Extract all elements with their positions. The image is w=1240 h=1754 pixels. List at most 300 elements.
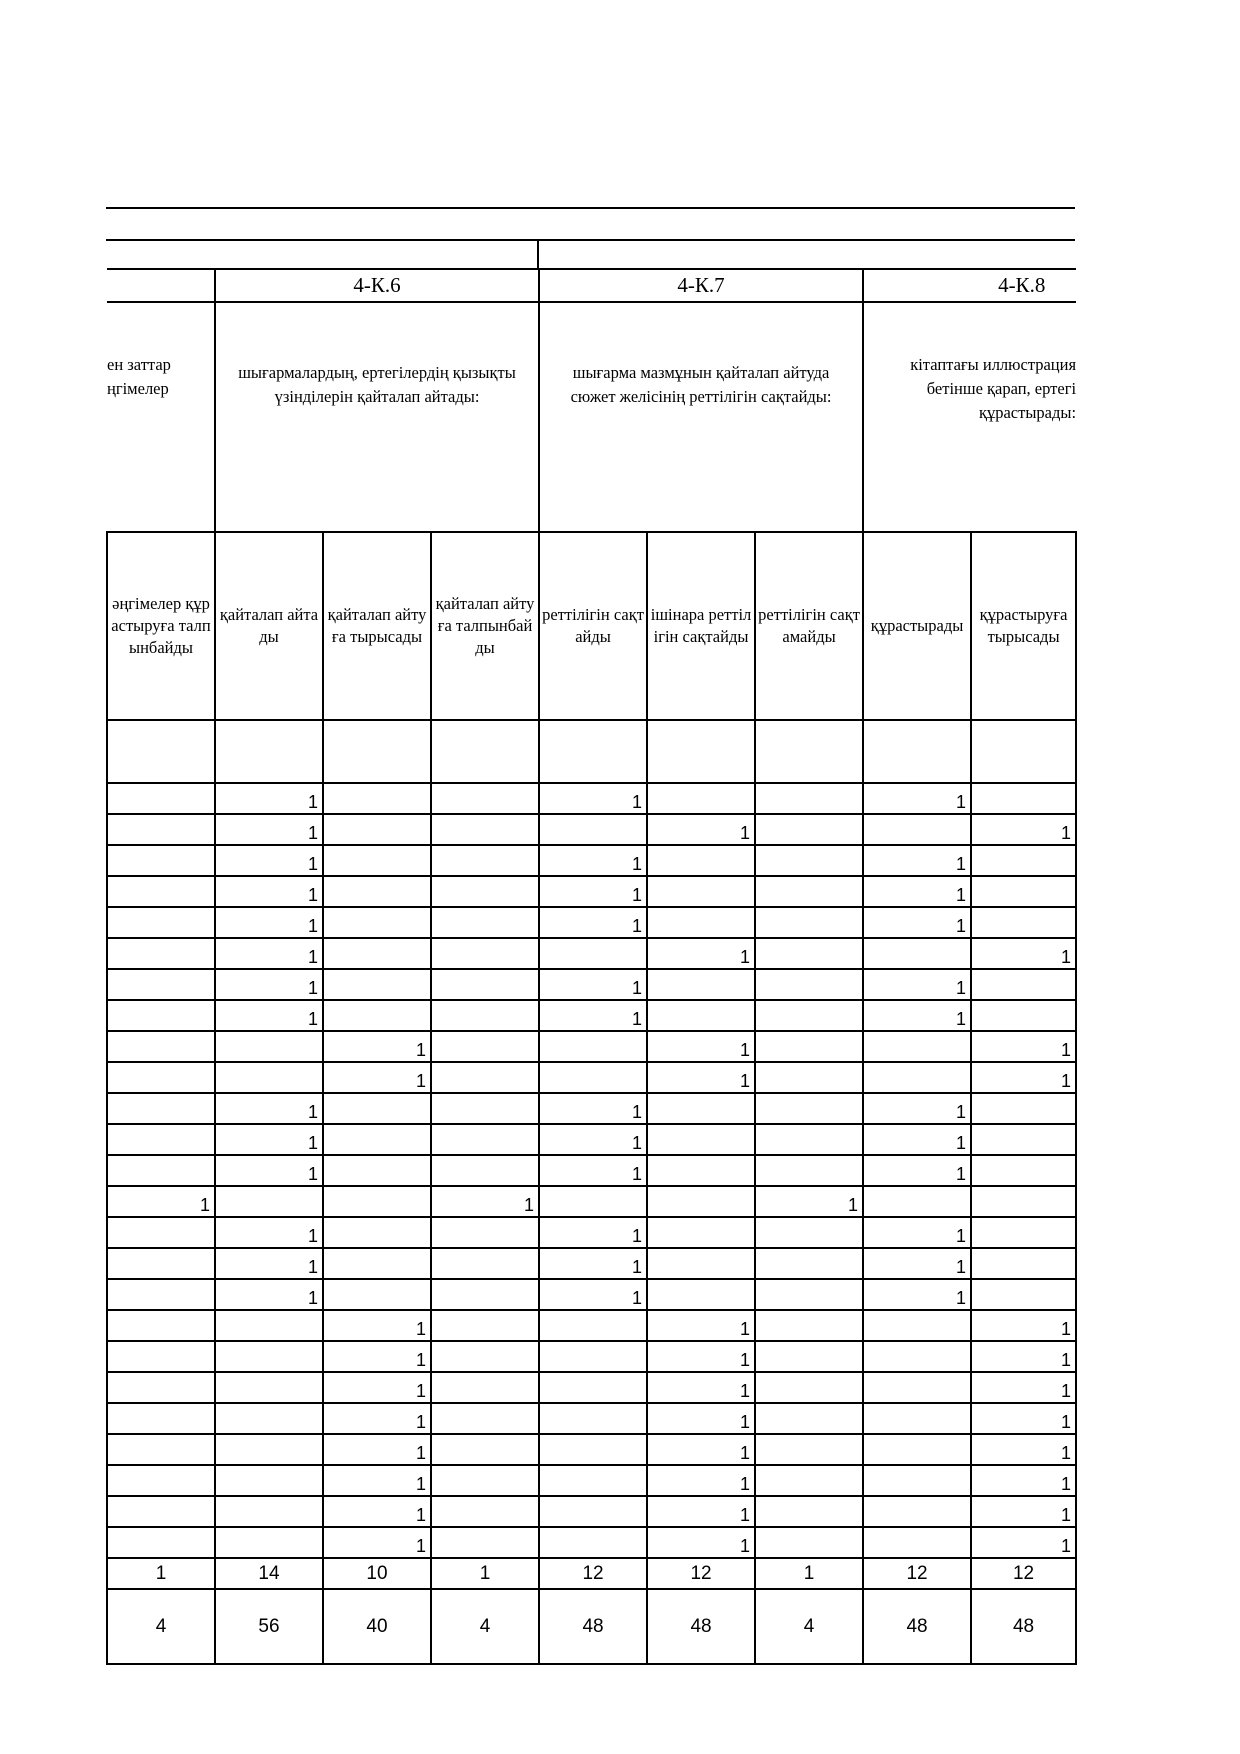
table-cell (539, 1062, 647, 1093)
table-cell: 1 (215, 1124, 323, 1155)
blank-row (107, 720, 1076, 783)
table-cell: 1 (647, 1310, 755, 1341)
table-cell (323, 1248, 431, 1279)
table-cell (107, 1093, 215, 1124)
totals-row (107, 1558, 1076, 1589)
table-cell (431, 1000, 539, 1031)
table-cell (431, 876, 539, 907)
table-cell: 1 (863, 1000, 971, 1031)
table-cell (863, 1062, 971, 1093)
table-cell (431, 1496, 539, 1527)
table-cell (323, 907, 431, 938)
table-cell: 1 (971, 1062, 1076, 1093)
table-row (107, 1186, 1076, 1217)
table-cell (539, 1465, 647, 1496)
table-cell: 1 (539, 1155, 647, 1186)
table-cell (863, 1403, 971, 1434)
table-cell (539, 1310, 647, 1341)
table-cell (971, 783, 1076, 814)
table-cell: 1 (971, 1310, 1076, 1341)
table-cell (971, 1279, 1076, 1310)
table-cell (107, 783, 215, 814)
table-cell (323, 845, 431, 876)
table-cell (107, 907, 215, 938)
table-cell (215, 1465, 323, 1496)
table-cell (431, 1341, 539, 1372)
table-cell (431, 845, 539, 876)
table-cell (863, 814, 971, 845)
table-cell (863, 1465, 971, 1496)
group-description-text: ен заттар ңгімелер (107, 355, 171, 398)
group-description-text: шығарма мазмұнын қайталап айтуда сюжет желісінің реттілігін сақтайды: (570, 363, 832, 406)
table-cell (107, 1403, 215, 1434)
table-row (107, 1372, 1076, 1403)
total-cell: 10 (323, 1558, 431, 1589)
group-description (215, 302, 539, 532)
table-cell (431, 907, 539, 938)
table-cell (647, 720, 755, 783)
table-cell (971, 1217, 1076, 1248)
table-cell (971, 720, 1076, 783)
table-cell (863, 1372, 971, 1403)
table-cell: 1 (323, 1434, 431, 1465)
table-cell (107, 845, 215, 876)
table-cell: 1 (647, 1434, 755, 1465)
table-row (107, 845, 1076, 876)
total-cell: 12 (647, 1558, 755, 1589)
table-row (107, 1155, 1076, 1186)
column-header: құрастыруға тырысады (971, 532, 1076, 720)
group-code-text: 4-К.8 (998, 273, 1046, 297)
table-cell (431, 1217, 539, 1248)
group-description-row (107, 302, 1076, 532)
table-cell (755, 907, 863, 938)
percent-cell: 4 (431, 1589, 539, 1664)
total-cell: 1 (107, 1558, 215, 1589)
table-cell (539, 1434, 647, 1465)
table-cell (323, 1279, 431, 1310)
table-cell (647, 1279, 755, 1310)
table-cell (431, 1527, 539, 1558)
table-cell: 1 (971, 1341, 1076, 1372)
column-header: құрастырады (863, 532, 971, 720)
percent-cell: 4 (107, 1589, 215, 1664)
table-cell: 1 (215, 876, 323, 907)
group-code (863, 269, 1076, 302)
table-cell: 1 (539, 1248, 647, 1279)
table-row (107, 876, 1076, 907)
total-cell: 12 (971, 1558, 1076, 1589)
table-cell: 1 (539, 1279, 647, 1310)
table-cell (539, 1372, 647, 1403)
table-cell (755, 1093, 863, 1124)
table-cell (539, 1186, 647, 1217)
table-cell (755, 876, 863, 907)
table-cell (755, 1062, 863, 1093)
table-cell (755, 1279, 863, 1310)
table-cell: 1 (539, 1124, 647, 1155)
table-cell: 1 (323, 1403, 431, 1434)
table-cell (647, 845, 755, 876)
table-cell (215, 1527, 323, 1558)
table-cell (431, 1093, 539, 1124)
table-cell (107, 1279, 215, 1310)
table-cell (539, 1496, 647, 1527)
table-cell: 1 (323, 1031, 431, 1062)
table-row (107, 814, 1076, 845)
table-cell (647, 1186, 755, 1217)
table-cell (755, 783, 863, 814)
table-cell (431, 720, 539, 783)
table-cell (323, 876, 431, 907)
table-cell: 1 (215, 938, 323, 969)
table-cell (755, 1031, 863, 1062)
table-cell (215, 1341, 323, 1372)
table-cell (107, 1217, 215, 1248)
table-cell: 1 (215, 1248, 323, 1279)
table-cell (107, 1310, 215, 1341)
table-cell (215, 1031, 323, 1062)
table-cell: 1 (539, 1217, 647, 1248)
percent-cell: 48 (539, 1589, 647, 1664)
total-cell: 12 (863, 1558, 971, 1589)
column-header: реттілігін сақтамайды (755, 532, 863, 720)
table-cell (971, 876, 1076, 907)
table-row (107, 1310, 1076, 1341)
table-cell (107, 1341, 215, 1372)
table-cell (755, 1124, 863, 1155)
group-description (539, 302, 863, 532)
table-cell: 1 (539, 783, 647, 814)
table-cell: 1 (863, 1248, 971, 1279)
table-cell (107, 1372, 215, 1403)
table-cell (971, 969, 1076, 1000)
table-cell (755, 969, 863, 1000)
table-cell (863, 1496, 971, 1527)
group-description (107, 302, 215, 532)
table-cell (647, 969, 755, 1000)
table-cell: 1 (971, 938, 1076, 969)
table-cell (107, 1000, 215, 1031)
table-row (107, 1434, 1076, 1465)
table-cell: 1 (107, 1186, 215, 1217)
percent-cell: 40 (323, 1589, 431, 1664)
table-cell: 1 (647, 1062, 755, 1093)
table-cell: 1 (647, 938, 755, 969)
percent-cell: 48 (971, 1589, 1076, 1664)
table-cell (863, 1031, 971, 1062)
table-cell: 1 (215, 1217, 323, 1248)
table-cell: 1 (215, 1279, 323, 1310)
table-cell (323, 938, 431, 969)
table-cell (863, 1527, 971, 1558)
table-cell (971, 1124, 1076, 1155)
table-cell (431, 1372, 539, 1403)
column-header: қайталап айтуға талпынбайды (431, 532, 539, 720)
top-rule-1 (106, 207, 1075, 209)
table-cell (323, 1186, 431, 1217)
table-cell: 1 (647, 1496, 755, 1527)
table-row (107, 1496, 1076, 1527)
group-description-text: кітаптағы иллюстрация бетінше қарап, ертегі құрастырады: (910, 355, 1077, 422)
table-cell: 1 (323, 1372, 431, 1403)
table-cell (431, 1310, 539, 1341)
table-cell: 1 (647, 1031, 755, 1062)
table-cell (755, 1434, 863, 1465)
table-cell (431, 1248, 539, 1279)
table-cell (107, 1527, 215, 1558)
table-cell (863, 720, 971, 783)
table-cell (323, 1155, 431, 1186)
table-cell (107, 720, 215, 783)
table-cell: 1 (863, 1217, 971, 1248)
table-cell (431, 1434, 539, 1465)
table-cell (215, 1496, 323, 1527)
table-cell (323, 1093, 431, 1124)
table-cell: 1 (863, 845, 971, 876)
table-row (107, 1031, 1076, 1062)
table-cell: 1 (215, 1093, 323, 1124)
table-cell (755, 1403, 863, 1434)
table-cell (647, 1124, 755, 1155)
assessment-table (106, 268, 1077, 1665)
table-cell: 1 (539, 845, 647, 876)
table-cell (863, 1310, 971, 1341)
table-cell (431, 1062, 539, 1093)
table-cell (755, 1248, 863, 1279)
table-cell (107, 969, 215, 1000)
percent-cell: 48 (647, 1589, 755, 1664)
table-row (107, 1124, 1076, 1155)
table-row (107, 1000, 1076, 1031)
table-cell: 1 (539, 876, 647, 907)
group-code: 4-К.7 (539, 269, 863, 302)
total-cell: 14 (215, 1558, 323, 1589)
column-header-row (107, 532, 1076, 720)
table-cell: 1 (647, 1465, 755, 1496)
table-row (107, 1527, 1076, 1558)
table-cell (107, 1124, 215, 1155)
table-cell: 1 (431, 1186, 539, 1217)
table-cell: 1 (971, 1434, 1076, 1465)
table-cell: 1 (539, 1093, 647, 1124)
table-cell (431, 1155, 539, 1186)
top-rule-2 (106, 239, 1075, 241)
table-cell: 1 (215, 783, 323, 814)
table-cell: 1 (323, 1465, 431, 1496)
table-cell (755, 814, 863, 845)
table-row (107, 1403, 1076, 1434)
table-cell: 1 (647, 1341, 755, 1372)
table-cell (539, 1527, 647, 1558)
table-cell (323, 720, 431, 783)
column-header: реттілігін сақтайды (539, 532, 647, 720)
table-cell (107, 938, 215, 969)
table-cell: 1 (863, 1093, 971, 1124)
table-cell (647, 1217, 755, 1248)
table-cell (107, 1434, 215, 1465)
table-cell: 1 (215, 907, 323, 938)
table-cell (539, 814, 647, 845)
table-cell: 1 (647, 1527, 755, 1558)
table-row (107, 783, 1076, 814)
table-cell (539, 1031, 647, 1062)
table-cell (215, 1403, 323, 1434)
table-cell: 1 (323, 1341, 431, 1372)
table-cell (215, 1372, 323, 1403)
table-cell: 1 (539, 969, 647, 1000)
table-cell (971, 1000, 1076, 1031)
table-cell (647, 907, 755, 938)
table-row (107, 907, 1076, 938)
column-header: қайталап айтады (215, 532, 323, 720)
table-cell (431, 1124, 539, 1155)
table-row (107, 1279, 1076, 1310)
group-description (863, 302, 1076, 532)
table-cell: 1 (647, 1403, 755, 1434)
table-cell (863, 938, 971, 969)
table-cell: 1 (863, 783, 971, 814)
table-cell: 1 (863, 876, 971, 907)
table-cell (755, 845, 863, 876)
table-cell (971, 1186, 1076, 1217)
table-row (107, 1217, 1076, 1248)
table-cell (863, 1434, 971, 1465)
table-cell (323, 969, 431, 1000)
table-cell (647, 1155, 755, 1186)
table-cell (863, 1186, 971, 1217)
table-cell (971, 907, 1076, 938)
table-row (107, 969, 1076, 1000)
total-cell: 1 (431, 1558, 539, 1589)
table-cell (647, 876, 755, 907)
table-row (107, 938, 1076, 969)
table-cell: 1 (215, 1000, 323, 1031)
table-cell: 1 (971, 1031, 1076, 1062)
table-cell (107, 1496, 215, 1527)
table-cell (971, 1155, 1076, 1186)
table-cell (323, 1124, 431, 1155)
total-cell: 1 (755, 1558, 863, 1589)
table-cell: 1 (647, 814, 755, 845)
table-cell: 1 (971, 1527, 1076, 1558)
table-row (107, 1093, 1076, 1124)
group-code-row (107, 269, 1076, 302)
table-cell (107, 1062, 215, 1093)
table-cell: 1 (971, 1465, 1076, 1496)
table-cell: 1 (215, 1155, 323, 1186)
table-cell (647, 1093, 755, 1124)
table-cell: 1 (863, 1279, 971, 1310)
table-cell: 1 (323, 1062, 431, 1093)
table-cell: 1 (971, 814, 1076, 845)
column-header: қайталап айтуға тырысады (323, 532, 431, 720)
table-cell (107, 814, 215, 845)
table-cell (215, 1062, 323, 1093)
top-rule-divider (537, 239, 539, 268)
table-cell (647, 1000, 755, 1031)
table-cell (215, 720, 323, 783)
group-code (107, 269, 215, 302)
table-cell (539, 1341, 647, 1372)
table-cell (431, 783, 539, 814)
table-cell (431, 1465, 539, 1496)
table-cell (647, 783, 755, 814)
table-cell (755, 1000, 863, 1031)
percent-cell: 48 (863, 1589, 971, 1664)
table-cell: 1 (863, 1124, 971, 1155)
table-cell (323, 1000, 431, 1031)
table-cell (755, 720, 863, 783)
percent-row (107, 1589, 1076, 1664)
table-cell (971, 845, 1076, 876)
column-header: әңгімелер құрастыруға талпынбайды (107, 532, 215, 720)
group-code: 4-К.6 (215, 269, 539, 302)
table-cell: 1 (539, 1000, 647, 1031)
table-cell: 1 (971, 1496, 1076, 1527)
table-cell: 1 (215, 969, 323, 1000)
table-cell (539, 1403, 647, 1434)
table-cell (971, 1248, 1076, 1279)
table-cell (215, 1186, 323, 1217)
table-cell: 1 (755, 1186, 863, 1217)
table-cell (215, 1434, 323, 1465)
table-cell (755, 1496, 863, 1527)
table-cell (431, 969, 539, 1000)
percent-cell: 56 (215, 1589, 323, 1664)
table-cell (755, 1310, 863, 1341)
table-cell (107, 1248, 215, 1279)
table-cell (539, 938, 647, 969)
column-header: ішінара реттілігін сақтайды (647, 532, 755, 720)
table-row (107, 1062, 1076, 1093)
table-cell: 1 (647, 1372, 755, 1403)
table-cell (755, 938, 863, 969)
table-cell: 1 (863, 1155, 971, 1186)
percent-cell: 4 (755, 1589, 863, 1664)
total-cell: 12 (539, 1558, 647, 1589)
table-row (107, 1248, 1076, 1279)
table-cell (431, 814, 539, 845)
table-cell (107, 1465, 215, 1496)
table-cell: 1 (863, 969, 971, 1000)
table-cell: 1 (863, 907, 971, 938)
table-cell (755, 1217, 863, 1248)
table-cell (647, 1248, 755, 1279)
table-cell: 1 (971, 1372, 1076, 1403)
table-cell (107, 1031, 215, 1062)
table-cell (971, 1093, 1076, 1124)
table-row (107, 1341, 1076, 1372)
table-cell: 1 (323, 1496, 431, 1527)
table-cell: 1 (323, 1527, 431, 1558)
table-cell (539, 720, 647, 783)
table-cell (755, 1372, 863, 1403)
table-cell (755, 1341, 863, 1372)
table-cell (107, 876, 215, 907)
group-description-text: шығармалардың, ертегілердің қызықты үзінділерін қайталап айтады: (238, 363, 516, 406)
table-cell (431, 1403, 539, 1434)
table-cell (431, 938, 539, 969)
table-row (107, 1465, 1076, 1496)
table-cell (431, 1031, 539, 1062)
table-cell (755, 1155, 863, 1186)
table-cell: 1 (215, 814, 323, 845)
table-cell: 1 (323, 1310, 431, 1341)
table-cell (215, 1310, 323, 1341)
table-cell (431, 1279, 539, 1310)
table-cell (323, 814, 431, 845)
